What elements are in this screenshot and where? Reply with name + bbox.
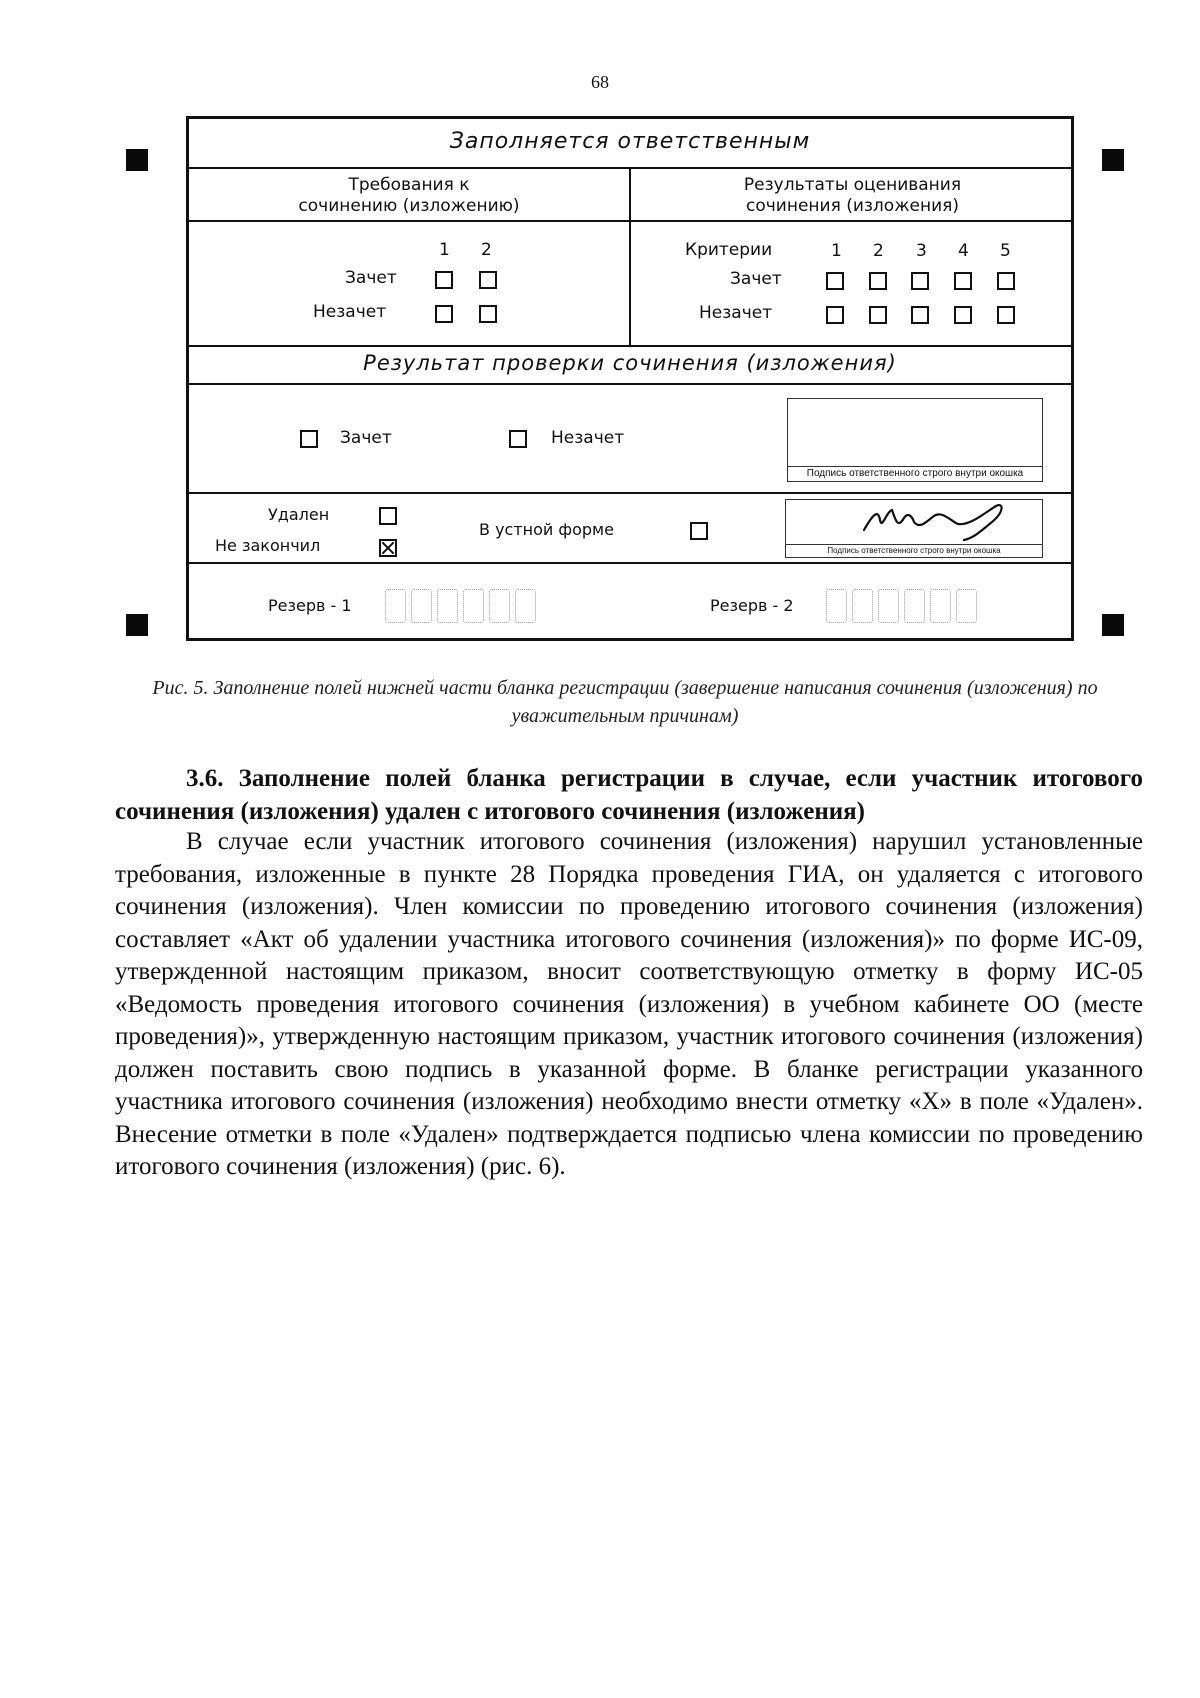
criterion-col-5: 5 — [1000, 241, 1011, 261]
requirements-heading: Требования к сочинению (изложению) — [298, 175, 520, 216]
requirements-pass-label: Зачет — [345, 268, 397, 288]
reserve-1-cell[interactable] — [437, 589, 458, 623]
requirement-1-pass-checkbox[interactable] — [435, 271, 453, 289]
requirement-1-fail-checkbox[interactable] — [435, 305, 453, 323]
criterion-col-2: 2 — [873, 241, 884, 261]
criterion-col-3: 3 — [916, 241, 927, 261]
criterion-1-fail-checkbox[interactable] — [826, 306, 844, 324]
requirement-col-1: 1 — [439, 240, 450, 260]
criterion-4-fail-checkbox[interactable] — [954, 306, 972, 324]
body-paragraph: В случае если участник итогового сочинения (изложения) нарушил установленные требования, изложенные в пункте 28 Порядка проведения ГИА, он удаляется с итогового сочинения (изложения). Член комиссии по проведению итогового сочинения (изложения) составляет «Акт об удалении участника итогового сочинения (изложения)» по форме ИС-09, утвержденной настоящим приказом, вносит соответствующую отметку в форму ИС-05 «Ведомость проведения итогового сочинения (изложения) в учебном кабинете ОО (месте проведения)», утвержденную настоящим приказом, участник итогового сочинения (изложения) должен поставить свою подпись в указанной форме. В бланке регистрации указанного участника итогового сочинения (изложения) необходимо внести отметку «Х» в поле «Удален». Внесение отметки в поле «Удален» подтверждается подписью члена комиссии по проведению итогового сочинения (изложения) (рис. 6). — [115, 828, 1143, 1180]
form-header-title: Заполняется ответственным — [449, 129, 811, 154]
reserve-1-cells — [385, 589, 555, 625]
requirement-2-pass-checkbox[interactable] — [479, 271, 497, 289]
section-heading: 3.6. Заполнение полей бланка регистрации в случае, если участник итогового сочинения (изложения) удален с итогового сочинения (изложения) — [115, 765, 1143, 825]
reserve-1-cell[interactable] — [515, 589, 536, 623]
registration-marker-top-right — [1102, 149, 1124, 171]
reserve-1-cell[interactable] — [489, 589, 510, 623]
reserve-2-label: Резерв - 2 — [710, 596, 794, 615]
criterion-col-4: 4 — [958, 241, 969, 261]
reserve-2-cell[interactable] — [904, 589, 925, 623]
reserve-1-cell[interactable] — [385, 589, 406, 623]
reserve-1-cell[interactable] — [411, 589, 432, 623]
registration-marker-bottom-left — [126, 614, 148, 636]
oral-form-checkbox[interactable] — [690, 522, 708, 540]
requirements-fail-label: Незачет — [313, 302, 387, 322]
signature-box-check[interactable] — [787, 398, 1043, 482]
check-result-title: Результат проверки сочинения (изложения) — [363, 351, 897, 375]
not-finished-checkbox[interactable] — [379, 539, 397, 557]
criterion-5-pass-checkbox[interactable] — [997, 272, 1015, 290]
registration-form-bottom — [186, 116, 1074, 641]
results-fail-label: Незачет — [699, 303, 773, 323]
signature-caption: Подпись ответственного строго внутри окошка — [788, 466, 1042, 479]
reserve-2-cell[interactable] — [878, 589, 899, 623]
check-fail-checkbox[interactable] — [509, 430, 527, 448]
criterion-col-1: 1 — [831, 241, 842, 261]
criterion-1-pass-checkbox[interactable] — [826, 272, 844, 290]
results-heading: Результаты оценивания сочинения (изложения) — [743, 175, 962, 216]
criterion-5-fail-checkbox[interactable] — [997, 306, 1015, 324]
page-number: 68 — [591, 72, 609, 92]
reserve-2-cell[interactable] — [956, 589, 977, 623]
reserve-2-cells — [826, 589, 996, 625]
check-fail-label: Незачет — [551, 428, 625, 448]
oral-form-label: В устной форме — [479, 520, 614, 539]
reserve-2-cell[interactable] — [930, 589, 951, 623]
reserve-2-cell[interactable] — [852, 589, 873, 623]
check-pass-checkbox[interactable] — [300, 430, 318, 448]
figure-caption: Рис. 5. Заполнение полей нижней части бланка регистрации (завершение написания сочинения (изложения) по уважительным причинам) — [152, 677, 1098, 727]
criteria-label: Критерии — [685, 240, 773, 260]
reserve-1-label: Резерв - 1 — [268, 596, 352, 615]
removed-label: Удален — [268, 505, 330, 524]
handwritten-signature — [786, 500, 1042, 542]
registration-marker-top-left — [126, 149, 148, 171]
criterion-3-pass-checkbox[interactable] — [911, 272, 929, 290]
reserve-2-cell[interactable] — [826, 589, 847, 623]
criterion-4-pass-checkbox[interactable] — [954, 272, 972, 290]
requirement-2-fail-checkbox[interactable] — [479, 305, 497, 323]
registration-marker-bottom-right — [1102, 614, 1124, 636]
criterion-2-pass-checkbox[interactable] — [869, 272, 887, 290]
criterion-3-fail-checkbox[interactable] — [911, 306, 929, 324]
not-finished-label: Не закончил — [215, 536, 321, 555]
signature-box-not-finished[interactable] — [785, 499, 1043, 558]
reserve-1-cell[interactable] — [463, 589, 484, 623]
requirement-col-2: 2 — [481, 240, 492, 260]
criterion-2-fail-checkbox[interactable] — [869, 306, 887, 324]
removed-checkbox[interactable] — [379, 507, 397, 525]
check-pass-label: Зачет — [340, 428, 392, 448]
results-pass-label: Зачет — [730, 269, 782, 289]
signature-caption-small: Подпись ответственного строго внутри окошка — [786, 544, 1042, 555]
